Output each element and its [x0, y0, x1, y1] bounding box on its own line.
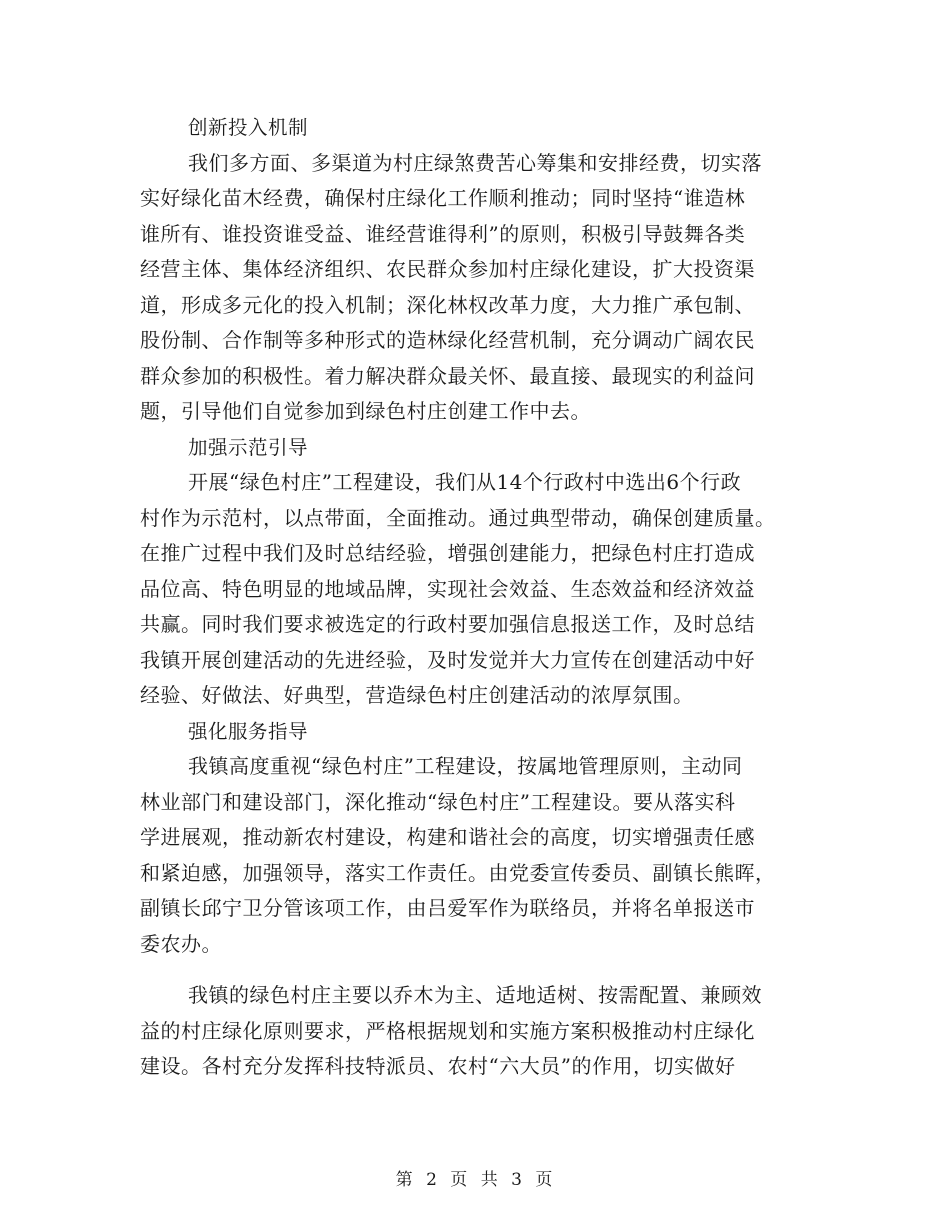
paragraph-line: 村作为示范村，以点带面，全面推动。通过典型带动，确保创建质量。 [140, 505, 776, 530]
paragraph-line: 实好绿化苗木经费，确保村庄绿化工作顺利推动；同时坚持“谁造林 [140, 186, 746, 210]
page-footer: 第 2 页 共 3 页 [395, 1170, 555, 1190]
section-heading: 创新投入机制 [188, 116, 309, 139]
paragraph-line: 品位高、特色明显的地域品牌，实现社会效益、生态效益和经济效益 [140, 576, 755, 601]
paragraph-line: 我们多方面、多渠道为村庄绿煞费苦心筹集和安排经费，切实落 [188, 150, 762, 175]
paragraph-gap [140, 962, 810, 978]
paragraph-line: 建设。各村充分发挥科技特派员、农村“六大员”的作用，切实做好 [140, 1054, 736, 1078]
paragraph-line: 经营主体、集体经济组织、农民群众参加村庄绿化建设，扩大投资渠 [140, 257, 755, 281]
paragraph-line: 谁所有、谁投资谁受益、谁经营谁得利”的原则，积极引导鼓舞各类 [140, 221, 746, 246]
document-body [140, 110, 810, 1085]
paragraph-line: 道，形成多元化的投入机制；深化林权改革力度，大力推广承包制、 [140, 292, 755, 317]
paragraph-line: 我镇开展创建活动的先进经验，及时发觉并大力宣传在创建活动中好 [140, 647, 755, 672]
paragraph-line: 股份制、合作制等多种形式的造林绿化经营机制，充分调动广阔农民 [140, 328, 755, 352]
paragraph-line: 开展“绿色村庄”工程建设，我们从14个行政村中选出6个行政 [188, 470, 742, 494]
section-heading: 加强示范引导 [188, 435, 309, 459]
paragraph-line: 林业部门和建设部门，深化推动“绿色村庄”工程建设。要从落实科 [140, 789, 736, 814]
paragraph-line: 副镇长邱宁卫分管该项工作，由吕爱军作为联络员，并将名单报送市 [140, 896, 755, 920]
paragraph-line: 委农办。 [140, 931, 222, 956]
paragraph-line: 在推广过程中我们及时总结经验，增强创建能力，把绿色村庄打造成 [140, 541, 755, 565]
paragraph-line: 我镇高度重视“绿色村庄”工程建设，按属地管理原则，主动同 [188, 754, 743, 778]
paragraph-line: 和紧迫感，加强领导，落实工作责任。由党委宣传委员、副镇长熊晖， [140, 860, 776, 885]
paragraph-line: 学进展观，推动新农村建设，构建和谐社会的高度，切实增强责任感 [140, 825, 755, 849]
paragraph-line: 题，引导他们自觉参加到绿色村庄创建工作中去。 [140, 399, 591, 423]
section-heading: 强化服务指导 [188, 719, 309, 743]
paragraph-line: 群众参加的积极性。着力解决群众最关怀、最直接、最现实的利益问 [140, 363, 755, 388]
paragraph-line: 经验、好做法、好典型，营造绿色村庄创建活动的浓厚氛围。 [140, 683, 694, 707]
paragraph-line: 共赢。同时我们要求被选定的行政村要加强信息报送工作，及时总结 [140, 612, 755, 636]
paragraph-line: 我镇的绿色村庄主要以乔木为主、适地适树、按需配置、兼顾效 [188, 983, 762, 1007]
paragraph-line: 益的村庄绿化原则要求，严格根据规划和实施方案积极推动村庄绿化 [140, 1018, 755, 1043]
